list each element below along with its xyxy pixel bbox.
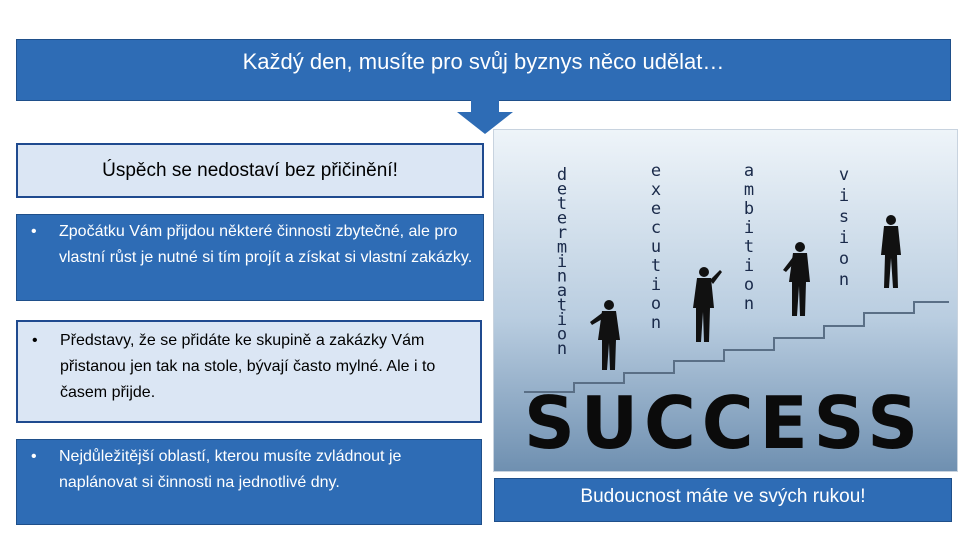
bullet-text-3: Nejdůležitější oblastí, kterou musíte zvládnout je naplánovat si činnosti na jednotlivé dny.	[59, 448, 402, 491]
word-ambition: a m b i t i o n	[743, 161, 755, 314]
success-illustration	[493, 129, 958, 472]
word-vision: v i s i o n	[838, 165, 850, 290]
bullet-box-2	[16, 320, 482, 423]
slide-title: Každý den, musíte pro svůj byznys něco udělat…	[242, 49, 725, 74]
bullet-dot: •	[32, 332, 38, 349]
bullet-box-3	[16, 439, 482, 525]
bullet-text-1: Zpočátku Vám přijdou některé činnosti zbytečné, ale pro vlastní růst je nutné si tím projít a získat si vlastní zakázky.	[59, 223, 473, 266]
word-execution: e x e c u t i o n	[650, 161, 662, 333]
bullet-text-2: Představy, že se přidáte ke skupině a zakázky Vám přistanou jen tak na stole, bývají často mylné. Ale i to časem přijde.	[60, 332, 436, 401]
footer-box	[494, 478, 952, 522]
headline-box	[16, 143, 484, 198]
slide-title-banner	[16, 39, 951, 101]
bullet-box-1	[16, 214, 484, 301]
bullet-dot: •	[31, 223, 37, 240]
bullet-dot: •	[31, 448, 37, 465]
headline-text: Úspěch se nedostaví bez přičinění!	[102, 159, 398, 181]
success-word: SUCCESS	[524, 381, 924, 465]
word-determination: d e t e r m i n a t i o n	[556, 165, 568, 359]
footer-text: Budoucnost máte ve svých rukou!	[580, 486, 866, 507]
